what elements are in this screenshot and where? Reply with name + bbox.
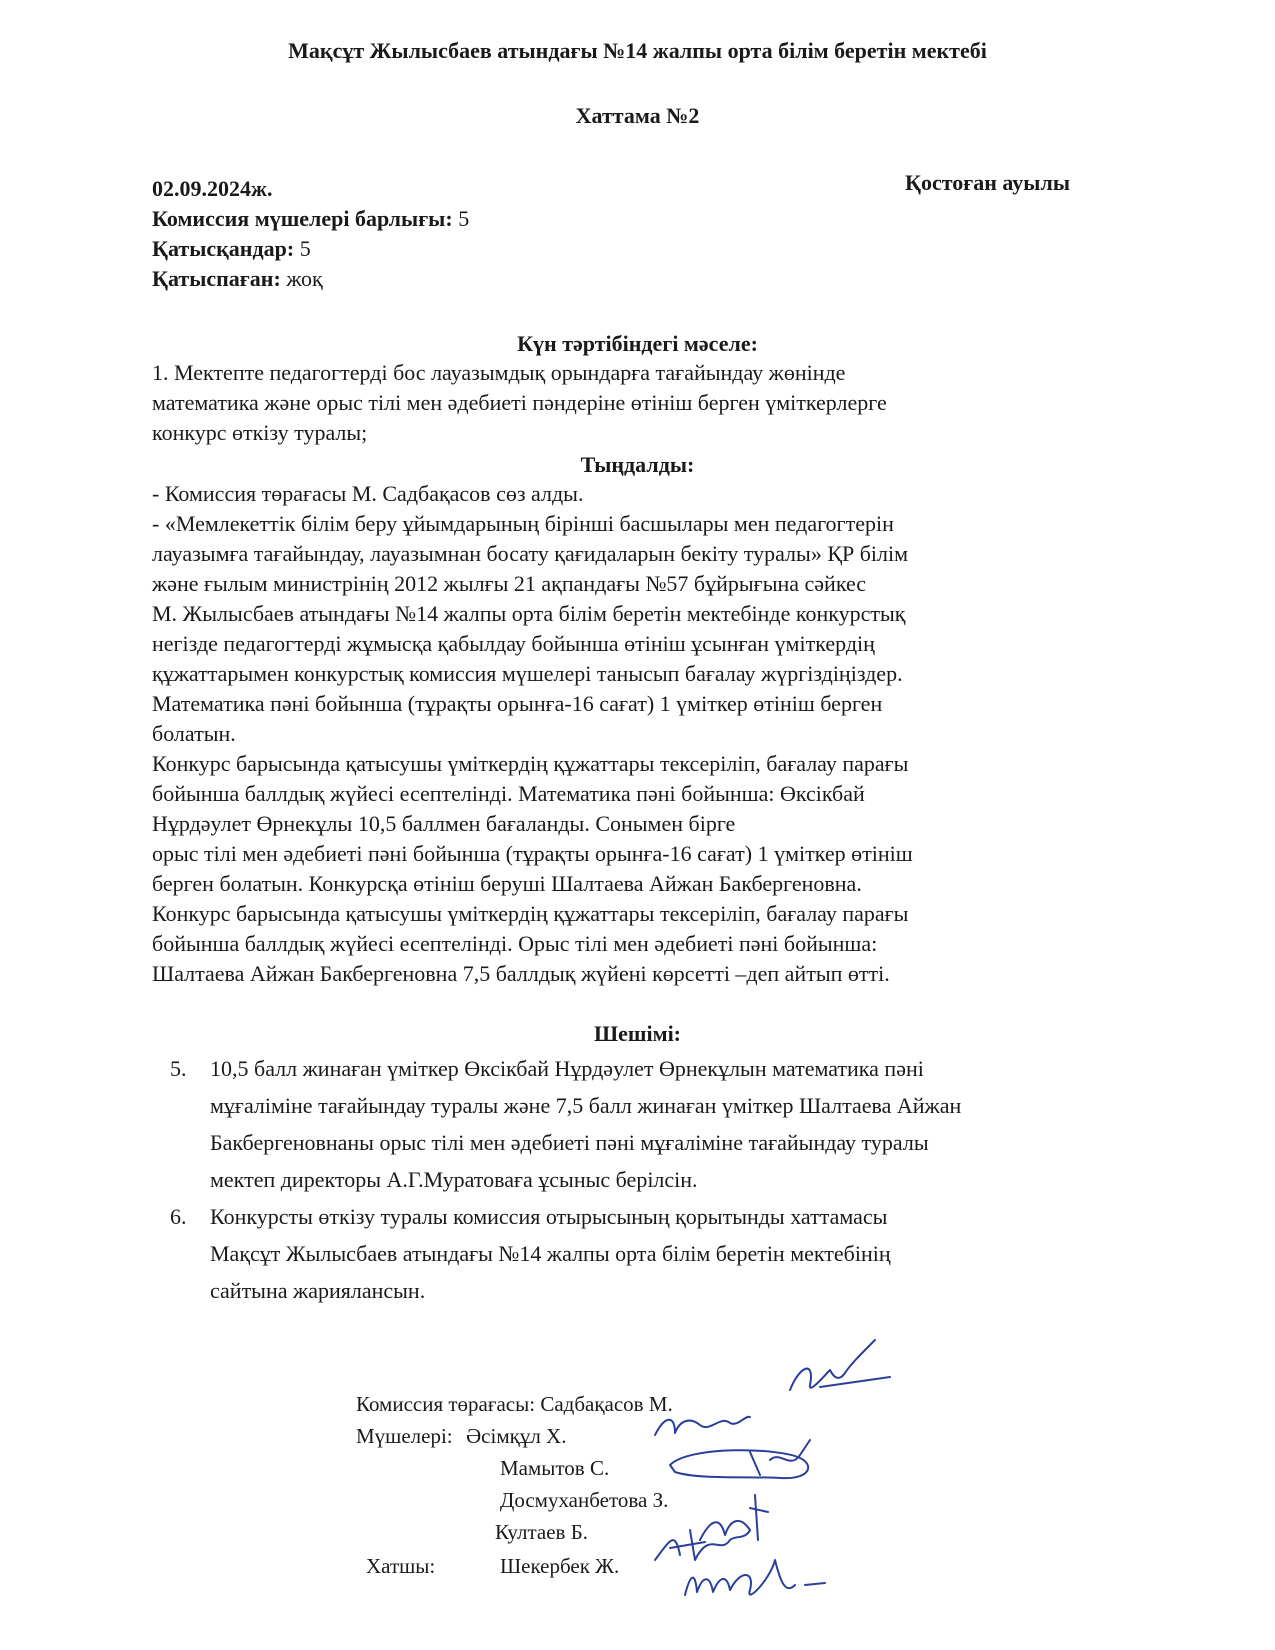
absent-members [152,266,323,292]
heard-line: Нұрдәулет Өрнекұлы 10,5 баллмен бағаланды. Сонымен бірге [152,811,736,836]
member-name: Әсімқұл Х. [466,1424,567,1448]
heard-line: болатын. [152,721,236,746]
present-members [152,236,311,262]
member-handwritten-signature [650,1405,760,1445]
decision-item [170,1050,961,1198]
heard-line: берген болатын. Конкурсқа өтініш беруші Шалтаева Айжан Бакбергеновна. [152,871,862,896]
absent-label: Қатыспаған: [152,266,281,291]
decision-line: 10,5 балл жинаған үміткер Өксікбай Нұрдәулет Өрнекұлын математика пәні [210,1056,924,1081]
absent-value: жоқ [286,266,323,291]
agenda-line: конкурс өткізу туралы; [152,420,368,445]
heard-line: орыс тілі мен әдебиеті пәні бойынша (тұрақты орынға-16 сағат) 1 үміткер өтініш [152,841,913,866]
secretary-label: Хатшы: [366,1554,436,1578]
present-label: Қатысқандар: [152,236,295,261]
secretary-name: Шекербек Ж. [500,1554,620,1578]
chair-signature-line: Комиссия төрағасы: Садбақасов М. [356,1392,673,1416]
heard-line: және ғылым министрінің 2012 жылғы 21 ақпандағы №57 бұйрығына сәйкес [152,571,867,596]
member-handwritten-signature [660,1440,830,1485]
members-label: Мүшелері: [356,1424,453,1448]
heard-line: құжаттарымен конкурстық комиссия мүшелері танысып бағалау жүргіздіңіздер. [152,661,903,686]
decision-line: Мақсұт Жылысбаев атындағы №14 жалпы орта білім беретін мектебінің [210,1241,891,1266]
agenda-line: 1. Мектепте педагогтерді бос лауазымдық орындарға тағайындау жөнінде [152,360,846,385]
agenda-heading: Күн тәртібіндегі мәселе: [517,331,758,356]
protocol-place: Қостоған ауылы [905,170,1070,195]
protocol-date: 02.09.2024ж. [152,176,273,201]
heard-line: лауазымға тағайындау, лауазымнан босату қағидаларын бекіту туралы» ҚР білім [152,541,909,566]
heard-line: - «Мемлекеттік білім беру ұйымдарының бірінші басшылары мен педагогтерін [152,511,894,536]
total-members-value: 5 [458,206,470,231]
heard-line: - Комиссия төрағасы М. Садбақасов сөз алды. [152,481,584,506]
total-members [152,206,469,232]
decision-line: мұғаліміне тағайындау туралы және 7,5 балл жинаған үміткер Шалтаева Айжан [210,1093,962,1118]
heard-line: Конкурс барысында қатысушы үміткердің құжаттары тексеріліп, бағалау парағы [152,751,909,776]
heard-text [152,479,913,989]
heard-line: бойынша баллдық жүйесі есептелінді. Орыс тілі мен әдебиеті пәні бойынша: [152,931,878,956]
school-title: Мақсұт Жылысбаев атындағы №14 жалпы орта білім беретін мектебі [288,38,987,63]
decision-line: Конкурсты өткізу туралы комиссия отырысының қорытынды хаттамасы [210,1204,888,1229]
total-members-label: Комиссия мүшелері барлығы: [152,206,453,231]
decision-item-number: 5. [170,1056,187,1081]
member-name: Досмуханбетова З. [500,1488,669,1512]
decision-line: Бакбергеновнаны орыс тілі мен әдебиеті пәні мұғаліміне тағайындау туралы [210,1130,929,1155]
member-name: Култаев Б. [495,1520,589,1544]
agenda-line: математика және орыс тілі мен әдебиеті пәндеріне өтініш берген үміткерлерге [152,390,887,415]
heard-line: Математика пәні бойынша (тұрақты орынға-16 сағат) 1 үміткер өтініш берген [152,691,883,716]
heard-line: Шалтаева Айжан Бакбергеновна 7,5 баллдық жүйені көрсетті –деп айтып өтті. [152,961,890,986]
decision-heading: Шешімі: [593,1021,682,1046]
decision-line: сайтына жариялансын. [210,1278,426,1303]
protocol-title: Хаттама №2 [575,103,700,128]
decision-item [170,1198,961,1309]
member-name: Мамытов С. [500,1456,610,1480]
decision-list [170,1050,961,1309]
present-value: 5 [299,236,311,261]
heard-line: бойынша баллдық жүйесі есептелінді. Математика пәні бойынша: Өксікбай [152,781,865,806]
heard-line: негізде педагогтерді жұмысқа қабылдау бойынша өтініш ұсынған үміткердің [152,631,875,656]
heard-line: М. Жылысбаев атындағы №14 жалпы орта білім беретін мектебінде конкурстық [152,601,906,626]
decision-line: мектеп директоры А.Г.Муратоваға ұсыныс берілсін. [210,1167,698,1192]
heard-heading: Тыңдалды: [580,452,695,477]
chair-handwritten-signature [780,1335,900,1405]
agenda-text [152,358,887,448]
secretary-handwritten-signature [675,1550,835,1600]
heard-line: Конкурс барысында қатысушы үміткердің құжаттары тексеріліп, бағалау парағы [152,901,909,926]
decision-item-number: 6. [170,1204,187,1229]
